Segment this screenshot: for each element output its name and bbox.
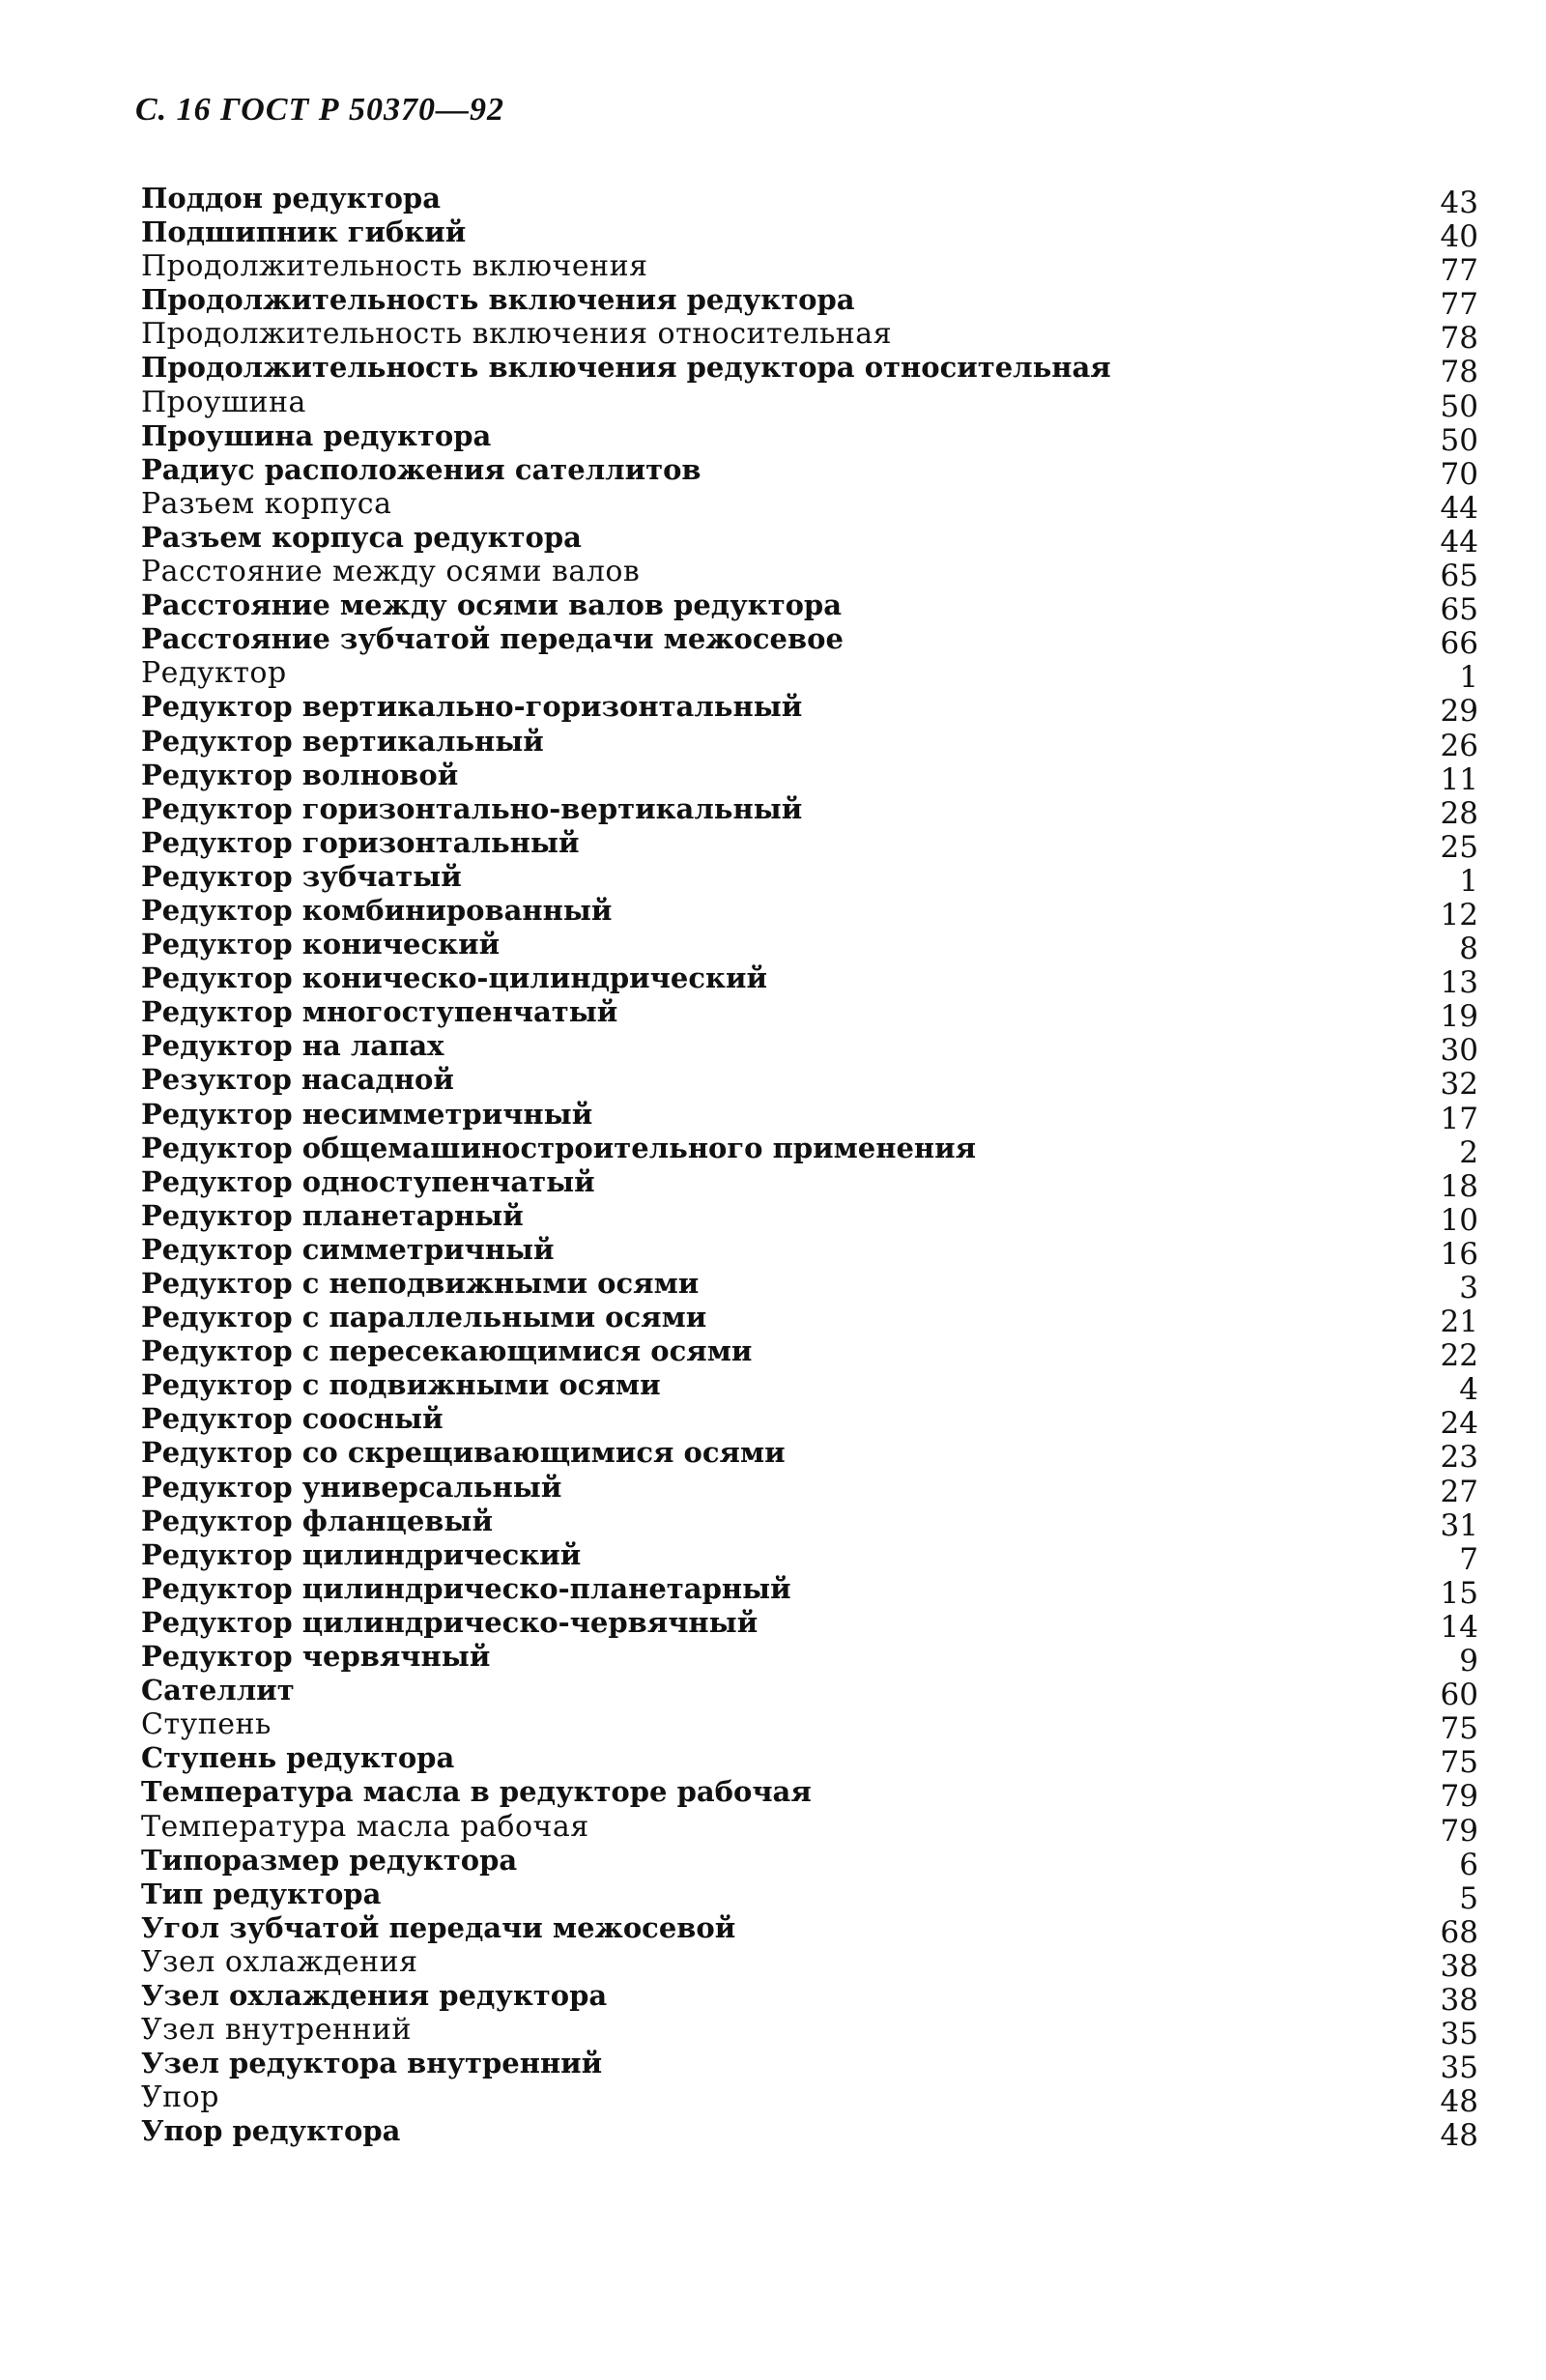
index-page-number: 1	[1459, 660, 1478, 696]
index-entry	[141, 690, 1478, 730]
index-term: Редуктор вертикальный	[141, 724, 544, 758]
index-term: Редуктор с пересекающимися осями	[141, 1334, 753, 1368]
index-entry	[141, 1571, 1478, 1611]
index-term: Расстояние зубчатой передачи межосевое	[141, 622, 844, 656]
index-entry	[141, 1640, 1478, 1679]
index-page-number: 24	[1440, 1406, 1478, 1442]
index-entry	[141, 791, 1478, 831]
index-page-number: 28	[1440, 795, 1478, 831]
index-term: Редуктор цилиндрическо-червячный	[141, 1605, 759, 1639]
index-term: Редуктор волновой	[141, 758, 459, 791]
index-page-number: 35	[1440, 2017, 1478, 2052]
index-entry	[141, 1402, 1478, 1442]
index-entry	[141, 825, 1478, 865]
index-term: Редуктор несимметричный	[141, 1097, 593, 1131]
index-term: Проушина редуктора	[141, 418, 492, 452]
index-entry	[141, 1436, 1478, 1476]
index-term: Тип редуктора	[141, 1877, 382, 1910]
index-page-number: 38	[1440, 1982, 1478, 2018]
index-entry	[141, 588, 1478, 628]
index-page-number: 4	[1459, 1372, 1478, 1408]
index-page-number: 48	[1440, 2084, 1478, 2120]
index-term: Редуктор с неподвижными осями	[141, 1267, 700, 1300]
index-page-number: 44	[1440, 490, 1478, 526]
index-term: Узел охлаждения	[141, 1944, 418, 1979]
index-page-number: 19	[1440, 999, 1478, 1035]
index-term: Редуктор коническо-цилиндрический	[141, 961, 767, 995]
index-page-number: 10	[1440, 1202, 1478, 1238]
index-term: Редуктор планетарный	[141, 1198, 524, 1232]
index-term: Подшипник гибкий	[141, 215, 467, 249]
index-term: Разъем корпуса	[141, 486, 392, 521]
index-entry	[141, 2013, 1478, 2052]
index-term: Редуктор общемашиностроительного применения	[141, 1131, 977, 1164]
index-term: Редуктор конический	[141, 928, 501, 961]
index-entry	[141, 961, 1478, 1001]
index-page-number: 22	[1440, 1338, 1478, 1374]
index-page-number: 15	[1440, 1575, 1478, 1611]
index-term: Сателлит	[141, 1674, 295, 1707]
index-entry	[141, 520, 1478, 559]
index-entry	[141, 1910, 1478, 1950]
index-entry	[141, 1674, 1478, 1713]
index-page-number: 25	[1440, 829, 1478, 865]
index-page-number: 13	[1440, 965, 1478, 1001]
index-entry	[141, 1301, 1478, 1340]
index-page-number: 48	[1440, 2118, 1478, 2154]
index-entry	[141, 215, 1478, 255]
index-term: Продолжительность включения относительная	[141, 317, 893, 352]
index-page-number: 9	[1459, 1644, 1478, 1679]
index-term: Продолжительность включения редуктора относительная	[141, 351, 1111, 385]
index-page-number: 29	[1440, 694, 1478, 730]
index-page-number: 50	[1440, 422, 1478, 458]
index-page-number: 18	[1440, 1168, 1478, 1204]
index-page-number: 79	[1440, 1779, 1478, 1815]
index-entry	[141, 995, 1478, 1035]
index-page-number: 65	[1440, 592, 1478, 628]
index-term: Редуктор с параллельными осями	[141, 1301, 707, 1334]
index-entry	[141, 1131, 1478, 1170]
index-page-number: 75	[1440, 1745, 1478, 1781]
index-entry	[141, 1504, 1478, 1543]
index-term: Редуктор комбинированный	[141, 893, 613, 927]
index-term: Редуктор червячный	[141, 1640, 491, 1674]
index-term: Радиус расположения сателлитов	[141, 452, 701, 486]
index-page-number: 27	[1440, 1474, 1478, 1509]
index-entry	[141, 1809, 1478, 1849]
index-page-number: 3	[1459, 1271, 1478, 1305]
index-entry	[141, 1267, 1478, 1305]
index-term: Упор	[141, 2080, 219, 2115]
index-term: Редуктор горизонтальный	[141, 825, 580, 859]
index-entry	[141, 1232, 1478, 1272]
index-page-number: 50	[1440, 388, 1478, 424]
index-term: Поддон редуктора	[141, 182, 441, 215]
index-page-number: 30	[1440, 1033, 1478, 1069]
index-term: Редуктор одноступенчатый	[141, 1164, 595, 1198]
index-page-number: 11	[1440, 761, 1478, 797]
index-term: Температура масла рабочая	[141, 1809, 589, 1844]
index-entry	[141, 1537, 1478, 1577]
index-term: Редуктор симметричный	[141, 1232, 555, 1266]
index-page-number: 8	[1459, 932, 1478, 967]
index-term: Узел редуктора внутренний	[141, 2047, 603, 2080]
index-entry	[141, 555, 1478, 594]
index-term: Расстояние между осями валов	[141, 555, 641, 589]
index-page-number: 65	[1440, 559, 1478, 594]
index-entry	[141, 452, 1478, 492]
index-page-number: 31	[1440, 1507, 1478, 1543]
index-entry	[141, 1877, 1478, 1916]
index-entry	[141, 1334, 1478, 1374]
index-entry	[141, 418, 1478, 458]
index-entry	[141, 2080, 1478, 2120]
index-page-number: 68	[1440, 1914, 1478, 1950]
index-term: Типоразмер редуктора	[141, 1843, 518, 1877]
index-page-number: 77	[1440, 287, 1478, 323]
index-page-number: 38	[1440, 1948, 1478, 1984]
index-page-number: 35	[1440, 2050, 1478, 2086]
index-entry	[141, 1470, 1478, 1509]
index-term: Резуктор насадной	[141, 1063, 454, 1097]
index-entry	[141, 859, 1478, 899]
index-term: Узел охлаждения редуктора	[141, 1978, 608, 2012]
index-term: Редуктор	[141, 656, 287, 691]
index-term: Редуктор со скрещивающимися осями	[141, 1436, 786, 1470]
index-term: Узел внутренний	[141, 2013, 412, 2048]
index-page-number: 60	[1440, 1677, 1478, 1713]
index-entry	[141, 1198, 1478, 1238]
index-term: Ступень	[141, 1707, 272, 1742]
index-term: Редуктор цилиндрический	[141, 1537, 582, 1571]
index-page-number: 14	[1440, 1609, 1478, 1645]
index-page-number: 79	[1440, 1813, 1478, 1849]
index-entry	[141, 1944, 1478, 1984]
index-entry	[141, 1605, 1478, 1645]
index-page-number: 17	[1440, 1101, 1478, 1136]
index-entry	[141, 724, 1478, 763]
index-page-number: 66	[1440, 626, 1478, 662]
index-page-number: 16	[1440, 1236, 1478, 1272]
index-page-number: 78	[1440, 321, 1478, 357]
index-page-number: 26	[1440, 728, 1478, 763]
index-page-number: 78	[1440, 355, 1478, 390]
index-page-number: 40	[1440, 219, 1478, 255]
index-entry	[141, 351, 1478, 390]
index-entry	[141, 317, 1478, 357]
index-entry	[141, 1978, 1478, 2018]
index-entry	[141, 385, 1478, 424]
index-page-number: 23	[1440, 1440, 1478, 1476]
index-page-number: 5	[1459, 1880, 1478, 1916]
index-entry	[141, 486, 1478, 526]
index-page-number: 2	[1459, 1134, 1478, 1170]
index-term: Ступень редуктора	[141, 1741, 455, 1775]
index-entry	[141, 893, 1478, 932]
index-entry	[141, 1029, 1478, 1069]
index-term: Угол зубчатой передачи межосевой	[141, 1910, 736, 1944]
page-header: С. 16 ГОСТ Р 50370—92	[135, 92, 505, 128]
index-entry	[141, 656, 1478, 696]
index-entry	[141, 928, 1478, 967]
index-page-number: 70	[1440, 456, 1478, 492]
index-term: Проушина	[141, 385, 306, 419]
index-page-number: 7	[1459, 1541, 1478, 1577]
index-term: Редуктор универсальный	[141, 1470, 562, 1504]
index-page-number: 32	[1440, 1067, 1478, 1103]
index-term: Редуктор соосный	[141, 1402, 444, 1436]
index-entry	[141, 2047, 1478, 2086]
index-term: Редуктор многоступенчатый	[141, 995, 618, 1029]
index-term: Упор редуктора	[141, 2114, 401, 2148]
index-page-number: 1	[1459, 863, 1478, 899]
index-page-number: 75	[1440, 1711, 1478, 1747]
index-entry	[141, 1843, 1478, 1882]
alphabetical-index	[141, 182, 1478, 2154]
index-page-number: 43	[1440, 186, 1478, 220]
index-term: Расстояние между осями валов редуктора	[141, 588, 842, 622]
index-page-number: 6	[1459, 1847, 1478, 1882]
index-page-number: 44	[1440, 524, 1478, 559]
index-term: Продолжительность включения	[141, 249, 648, 284]
index-page-number: 77	[1440, 253, 1478, 289]
index-entry	[141, 1775, 1478, 1815]
index-term: Редуктор зубчатый	[141, 859, 462, 893]
index-entry	[141, 1097, 1478, 1136]
index-entry	[141, 758, 1478, 797]
index-entry	[141, 1368, 1478, 1408]
index-term: Редуктор цилиндрическо-планетарный	[141, 1571, 791, 1605]
index-entry	[141, 1707, 1478, 1747]
index-entry	[141, 249, 1478, 289]
index-term: Редуктор вертикально-горизонтальный	[141, 690, 803, 724]
index-entry	[141, 1741, 1478, 1781]
index-term: Разъем корпуса редуктора	[141, 520, 582, 554]
index-entry	[141, 2114, 1478, 2154]
index-term: Редуктор горизонтально-вертикальный	[141, 791, 803, 825]
index-term: Редуктор с подвижными осями	[141, 1368, 661, 1402]
index-entry	[141, 283, 1478, 323]
index-term: Редуктор на лапах	[141, 1029, 444, 1063]
index-entry	[141, 622, 1478, 662]
index-page-number: 21	[1440, 1305, 1478, 1340]
index-entry	[141, 182, 1478, 220]
index-page-number: 12	[1440, 897, 1478, 932]
index-term: Продолжительность включения редуктора	[141, 283, 855, 317]
index-entry	[141, 1164, 1478, 1204]
index-term: Редуктор фланцевый	[141, 1504, 494, 1537]
index-term: Температура масла в редукторе рабочая	[141, 1775, 812, 1809]
index-entry	[141, 1063, 1478, 1103]
